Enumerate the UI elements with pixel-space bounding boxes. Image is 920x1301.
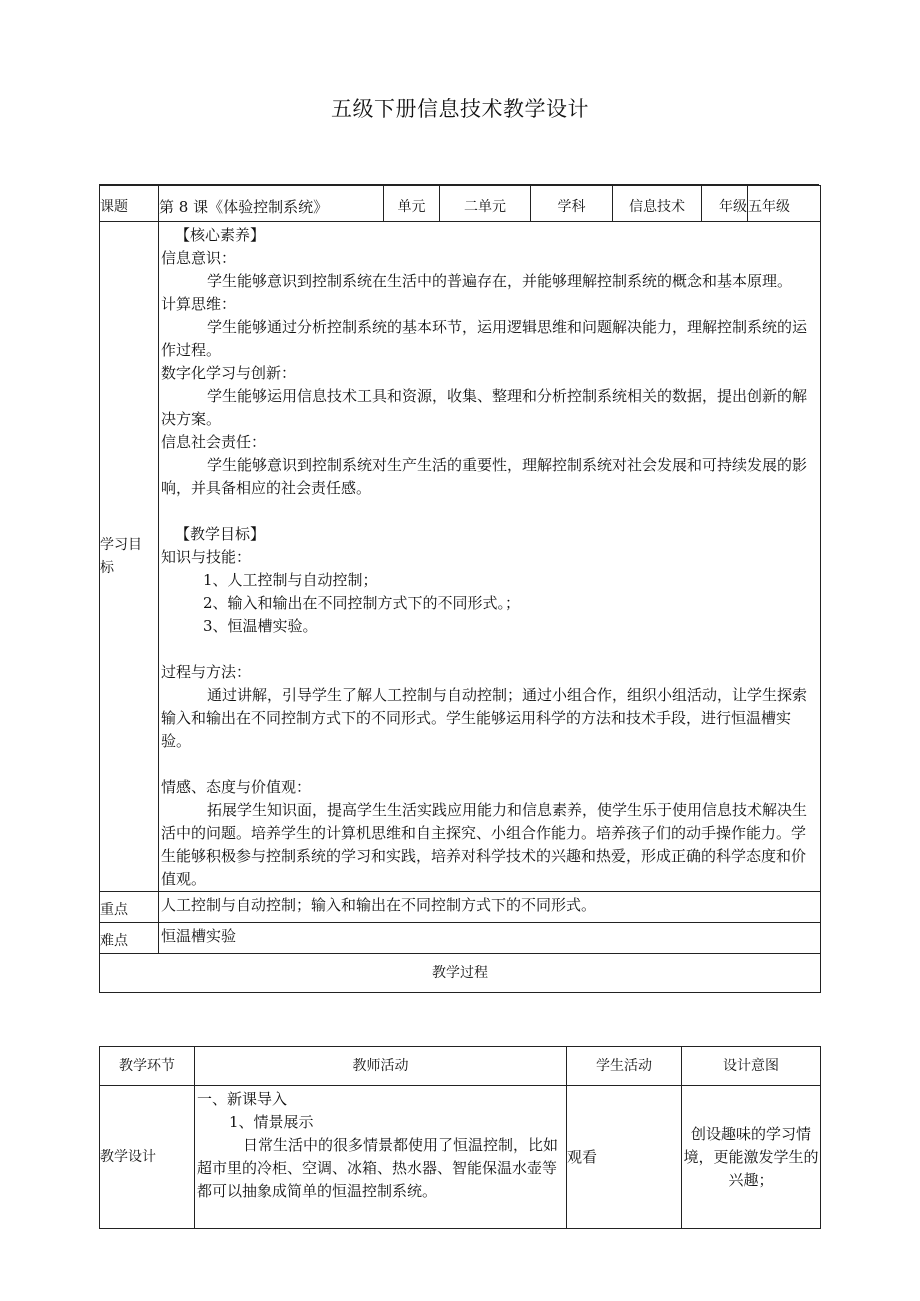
document-title: 五级下册信息技术教学设计 xyxy=(331,97,589,121)
process-header-row xyxy=(100,1047,821,1086)
unit-value: 二单元 xyxy=(440,186,531,222)
process-title-row xyxy=(100,954,821,993)
lesson-info-table xyxy=(99,185,821,993)
info-awareness-text: 学生能够意识到控制系统在生活中的普遍存在，并能够理解控制系统的概念和基本原理。 xyxy=(207,272,793,290)
stage-cell: 教学设计 xyxy=(100,1086,195,1229)
header-student: 学生活动 xyxy=(567,1047,682,1086)
emotion-attitude-text: 拓展学生知识面，提高学生生活实践应用能力和信息素养，使学生乐于使用信息技术解决生活中的问题。培养学生的计算机思维和自主探究、小组合作能力。培养孩子们的动手操作能力。学生能够积极参与控制系统的学习和实践，培养对科学技术的兴趣和热爱，形成正确的科学态度和价值观。 xyxy=(161,801,808,888)
computational-thinking-text: 学生能够通过分析控制系统的基本环节，运用逻辑思维和问题解决能力，理解控制系统的运作过程。 xyxy=(161,318,808,359)
teaching-goals-heading: 【教学目标】 xyxy=(175,525,266,543)
subject-value: 信息技术 xyxy=(613,186,702,222)
grade-value: 五年级 xyxy=(748,186,821,222)
grade-label: 年级 xyxy=(702,186,748,222)
process-row xyxy=(100,1086,821,1229)
process-method-label: 过程与方法： xyxy=(161,663,252,681)
digital-learning-label: 数字化学习与创新： xyxy=(161,364,297,382)
difficult-point-label: 难点 xyxy=(100,923,159,954)
difficult-point-text: 恒温槽实验 xyxy=(159,923,821,954)
key-point-row xyxy=(100,892,821,923)
computational-thinking-label: 计算思维： xyxy=(161,295,237,313)
process-title: 教学过程 xyxy=(100,954,821,993)
teacher-activity-text: 日常生活中的很多情景都使用了恒温控制，比如超市里的冷柜、空调、冰箱、热水器、智能保温水壶等都可以抽象成简单的恒温控制系统。 xyxy=(197,1136,559,1200)
teacher-activity-heading: 一、新课导入 xyxy=(197,1090,288,1108)
student-activity-cell: 观看 xyxy=(567,1086,682,1229)
header-stage: 教学环节 xyxy=(100,1047,195,1086)
lesson-label: 课题 xyxy=(100,186,159,222)
social-responsibility-text: 学生能够意识到控制系统对生产生活的重要性，理解控制系统对社会发展和可持续发展的影响，并具备相应的社会责任感。 xyxy=(161,456,808,497)
process-table xyxy=(99,1046,821,1229)
info-row xyxy=(100,186,821,222)
design-intent-cell: 创设趣味的学习情境，更能激发学生的兴趣； xyxy=(682,1086,821,1229)
info-awareness-label: 信息意识： xyxy=(161,249,237,267)
key-point-label: 重点 xyxy=(100,892,159,923)
knowledge-item: 3、恒温槽实验。 xyxy=(203,617,318,635)
core-literacy-heading: 【核心素养】 xyxy=(175,226,266,244)
header-intent: 设计意图 xyxy=(682,1047,821,1086)
knowledge-item: 1、人工控制与自动控制； xyxy=(203,571,378,589)
teacher-activity-cell xyxy=(195,1086,567,1229)
goals-row xyxy=(100,222,821,892)
subject-label: 学科 xyxy=(531,186,613,222)
knowledge-label: 知识与技能： xyxy=(161,548,252,566)
difficult-point-row xyxy=(100,923,821,954)
knowledge-item: 2、输入和输出在不同控制方式下的不同形式。； xyxy=(203,594,521,612)
unit-label: 单元 xyxy=(384,186,440,222)
social-responsibility-label: 信息社会责任： xyxy=(161,433,267,451)
header-teacher: 教师活动 xyxy=(195,1047,567,1086)
teacher-activity-subheading: 1、情景展示 xyxy=(229,1113,314,1131)
goals-label: 学习目 标 xyxy=(100,222,159,892)
digital-learning-text: 学生能够运用信息技术工具和资源，收集、整理和分析控制系统相关的数据，提出创新的解决方案。 xyxy=(161,387,808,428)
emotion-attitude-label: 情感、态度与价值观： xyxy=(161,778,312,796)
goals-content xyxy=(159,222,821,892)
lesson-value: 第 8 课《体验控制系统》 xyxy=(159,186,384,222)
process-method-text: 通过讲解，引导学生了解人工控制与自动控制；通过小组合作，组织小组活动，让学生探索输入和输出在不同控制方式下的不同形式。学生能够运用科学的方法和技术手段，进行恒温槽实验。 xyxy=(161,686,808,750)
key-point-text: 人工控制与自动控制；输入和输出在不同控制方式下的不同形式。 xyxy=(159,892,821,923)
